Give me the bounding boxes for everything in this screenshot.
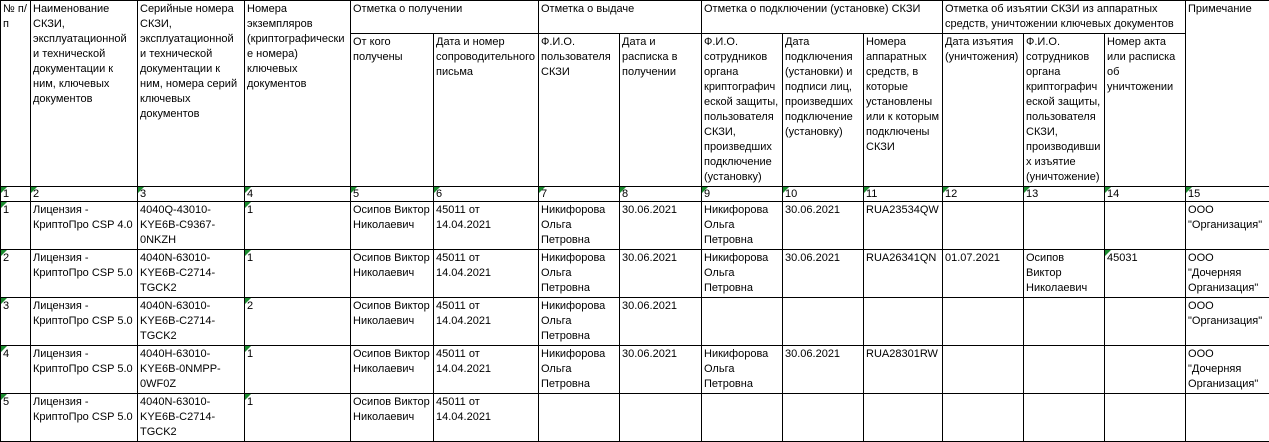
- cell-issue-date[interactable]: 30.06.2021: [620, 298, 702, 346]
- cell-receipt-from[interactable]: Осипов Виктор Николаевич: [351, 346, 434, 394]
- header-issue-user[interactable]: Ф.И.О. пользователя СКЗИ: [539, 34, 620, 187]
- cell-install-hw[interactable]: [864, 394, 943, 442]
- cell-install-date[interactable]: 30.06.2021: [783, 250, 864, 298]
- cell-name[interactable]: Лицензия - КриптоПро CSP 5.0: [31, 298, 138, 346]
- cell-issue-date[interactable]: 30.06.2021: [620, 346, 702, 394]
- cell-copies[interactable]: 1: [245, 202, 351, 250]
- cell-install-date[interactable]: [783, 298, 864, 346]
- cell-receipt-from[interactable]: Осипов Виктор Николаевич: [351, 394, 434, 442]
- column-number[interactable]: 10: [783, 187, 864, 202]
- column-number[interactable]: 8: [620, 187, 702, 202]
- header-receipt-from[interactable]: От кого получены: [351, 34, 434, 187]
- column-number[interactable]: 6: [434, 187, 539, 202]
- cell-install-hw[interactable]: RUA28301RW: [864, 346, 943, 394]
- table-row: [1, 298, 1269, 346]
- header-note[interactable]: Примечание: [1186, 1, 1269, 187]
- cell-removal-staff[interactable]: Осипов Виктор Николаевич: [1024, 250, 1105, 298]
- cell-install-hw[interactable]: RUA23534QW: [864, 202, 943, 250]
- header-install-staff[interactable]: Ф.И.О. сотрудников органа криптографической защиты, пользователя СКЗИ, произведших подключение (установку): [702, 34, 783, 187]
- cell-removal-date[interactable]: 01.07.2021: [943, 250, 1024, 298]
- table-row: [1, 250, 1269, 298]
- cell-install-date[interactable]: [783, 394, 864, 442]
- cell-removal-staff[interactable]: [1024, 298, 1105, 346]
- cell-num[interactable]: 1: [1, 202, 31, 250]
- cell-removal-act[interactable]: [1105, 202, 1186, 250]
- table-row: [1, 346, 1269, 394]
- cell-note[interactable]: ООО "Организация": [1186, 202, 1269, 250]
- cell-note[interactable]: ООО "Дочерняя Организация": [1186, 250, 1269, 298]
- cell-copies[interactable]: 1: [245, 250, 351, 298]
- cell-num[interactable]: 4: [1, 346, 31, 394]
- cell-name[interactable]: Лицензия - КриптоПро CSP 4.0: [31, 202, 138, 250]
- cell-serial[interactable]: 4040H-63010-KYE6B-0NMPP-0WF0Z: [138, 346, 245, 394]
- cell-removal-act[interactable]: 45031: [1105, 250, 1186, 298]
- column-number[interactable]: 12: [943, 187, 1024, 202]
- cell-removal-date[interactable]: [943, 298, 1024, 346]
- cell-receipt-from[interactable]: Осипов Виктор Николаевич: [351, 250, 434, 298]
- cell-receipt-date[interactable]: 45011 от 14.04.2021: [434, 394, 539, 442]
- cell-removal-date[interactable]: [943, 394, 1024, 442]
- cell-serial[interactable]: 4040N-63010-KYE6B-C2714-TGCK2: [138, 298, 245, 346]
- cell-copies[interactable]: 2: [245, 298, 351, 346]
- cell-name[interactable]: Лицензия - КриптоПро CSP 5.0: [31, 346, 138, 394]
- cell-receipt-date[interactable]: 45011 от 14.04.2021: [434, 346, 539, 394]
- cell-removal-staff[interactable]: [1024, 346, 1105, 394]
- cell-issue-user[interactable]: Никифорова Ольга Петровна: [539, 298, 620, 346]
- column-number[interactable]: 11: [864, 187, 943, 202]
- column-number[interactable]: 1: [1, 187, 31, 202]
- cell-install-staff[interactable]: Никифорова Ольга Петровна: [702, 202, 783, 250]
- header-removal-group[interactable]: Отметка об изъятии СКЗИ из аппаратных средств, уничтожении ключевых документов: [943, 1, 1186, 34]
- cell-install-staff[interactable]: Никифорова Ольга Петровна: [702, 250, 783, 298]
- cell-removal-act[interactable]: [1105, 394, 1186, 442]
- cell-install-date[interactable]: 30.06.2021: [783, 202, 864, 250]
- header-removal-act[interactable]: Номер акта или расписка об уничтожении: [1105, 34, 1186, 187]
- cell-install-staff[interactable]: Никифорова Ольга Петровна: [702, 346, 783, 394]
- cell-issue-date[interactable]: [620, 394, 702, 442]
- header-receipt-date[interactable]: Дата и номер сопроводительного письма: [434, 34, 539, 187]
- cell-serial[interactable]: 4040N-63010-KYE6B-C2714-TGCK2: [138, 250, 245, 298]
- column-number[interactable]: 3: [138, 187, 245, 202]
- header-receipt-group[interactable]: Отметка о получении: [351, 1, 539, 34]
- cell-issue-user[interactable]: Никифорова Ольга Петровна: [539, 250, 620, 298]
- cell-issue-user[interactable]: Никифорова Ольга Петровна: [539, 202, 620, 250]
- cell-install-staff[interactable]: [702, 298, 783, 346]
- cell-removal-date[interactable]: [943, 346, 1024, 394]
- header-copies[interactable]: Номера экземпляров (криптографические номера) ключевых документов: [245, 1, 351, 187]
- cell-removal-date[interactable]: [943, 202, 1024, 250]
- header-issue-group[interactable]: Отметка о выдаче: [539, 1, 702, 34]
- cell-install-staff[interactable]: [702, 394, 783, 442]
- cell-receipt-date[interactable]: 45011 от 14.04.2021: [434, 202, 539, 250]
- cell-issue-user[interactable]: [539, 394, 620, 442]
- cell-removal-staff[interactable]: [1024, 394, 1105, 442]
- header-install-hw[interactable]: Номера аппаратных средств, в которые установлены или к которым подключены СКЗИ: [864, 34, 943, 187]
- header-install-date[interactable]: Дата подключения (установки) и подписи лиц, произведших подключение (установку): [783, 34, 864, 187]
- header-serial[interactable]: Серийные номера СКЗИ, эксплуатационной и технической документации к ним, номера серий ключевых документов: [138, 1, 245, 187]
- cell-receipt-date[interactable]: 45011 от 14.04.2021: [434, 298, 539, 346]
- cell-issue-date[interactable]: 30.06.2021: [620, 202, 702, 250]
- column-number[interactable]: 5: [351, 187, 434, 202]
- cell-copies[interactable]: 1: [245, 346, 351, 394]
- header-removal-date[interactable]: Дата изъятия (уничтожения): [943, 34, 1024, 187]
- header-name[interactable]: Наименование СКЗИ, эксплуатационной и технической документации к ним, ключевых документов: [31, 1, 138, 187]
- cell-install-hw[interactable]: [864, 298, 943, 346]
- header-issue-date[interactable]: Дата и расписка в получении: [620, 34, 702, 187]
- cell-name[interactable]: Лицензия - КриптоПро CSP 5.0: [31, 250, 138, 298]
- cell-removal-staff[interactable]: [1024, 202, 1105, 250]
- cell-num[interactable]: 2: [1, 250, 31, 298]
- cell-issue-user[interactable]: Никифорова Ольга Петровна: [539, 346, 620, 394]
- cell-receipt-from[interactable]: Осипов Виктор Николаевич: [351, 202, 434, 250]
- cell-receipt-date[interactable]: 45011 от 14.04.2021: [434, 250, 539, 298]
- cell-num[interactable]: 5: [1, 394, 31, 442]
- column-number[interactable]: 14: [1105, 187, 1186, 202]
- table-row: [1, 394, 1269, 442]
- column-number[interactable]: 9: [702, 187, 783, 202]
- cell-install-date[interactable]: 30.06.2021: [783, 346, 864, 394]
- column-number[interactable]: 7: [539, 187, 620, 202]
- cell-removal-act[interactable]: [1105, 346, 1186, 394]
- cell-note[interactable]: [1186, 394, 1269, 442]
- column-number[interactable]: 2: [31, 187, 138, 202]
- cell-name[interactable]: Лицензия - КриптоПро CSP 5.0: [31, 394, 138, 442]
- cell-receipt-from[interactable]: Осипов Виктор Николаевич: [351, 298, 434, 346]
- table-row: [1, 202, 1269, 250]
- column-number[interactable]: 4: [245, 187, 351, 202]
- cell-serial[interactable]: 4040Q-43010-KYE6B-C9367-0NKZH: [138, 202, 245, 250]
- cell-copies[interactable]: 1: [245, 394, 351, 442]
- cell-install-hw[interactable]: RUA26341QN: [864, 250, 943, 298]
- cell-issue-date[interactable]: 30.06.2021: [620, 250, 702, 298]
- cell-note[interactable]: ООО "Организация": [1186, 298, 1269, 346]
- column-number[interactable]: 13: [1024, 187, 1105, 202]
- cell-serial[interactable]: 4040N-63010-KYE6B-C2714-TGCK2: [138, 394, 245, 442]
- cell-num[interactable]: 3: [1, 298, 31, 346]
- header-install-group[interactable]: Отметка о подключении (установке) СКЗИ: [702, 1, 943, 34]
- header-num[interactable]: № п/п: [1, 1, 31, 187]
- column-number[interactable]: 15: [1186, 187, 1269, 202]
- cell-note[interactable]: ООО "Дочерняя Организация": [1186, 346, 1269, 394]
- cell-removal-act[interactable]: [1105, 298, 1186, 346]
- header-removal-staff[interactable]: Ф.И.О. сотрудников органа криптографической защиты, пользователя СКЗИ, производивших изъятие (уничтожение): [1024, 34, 1105, 187]
